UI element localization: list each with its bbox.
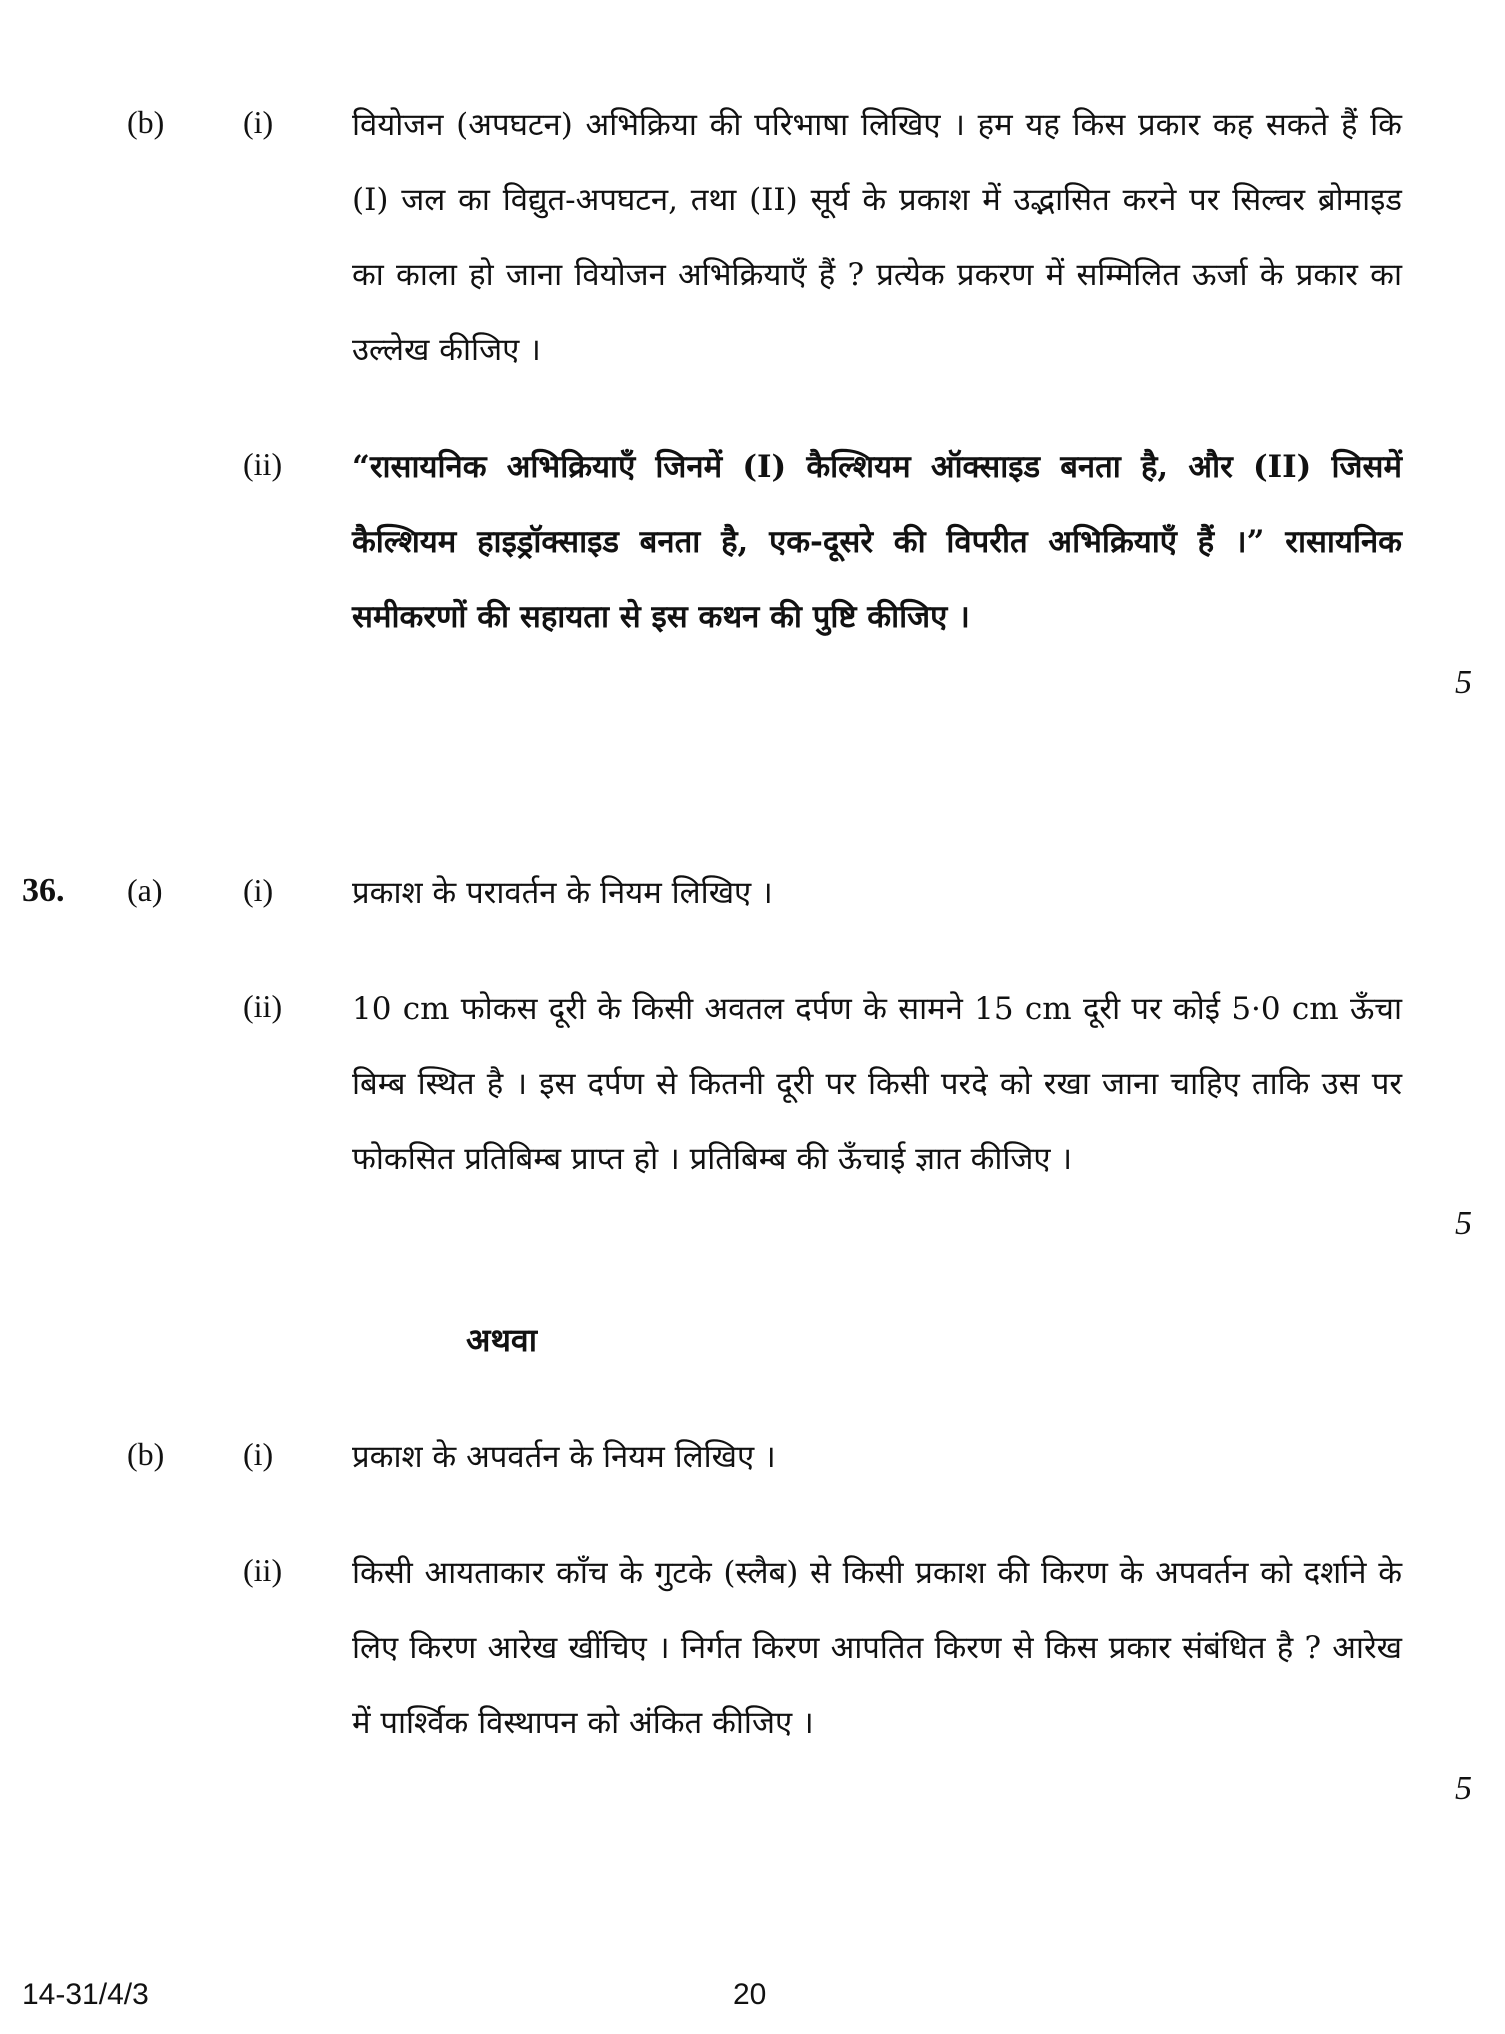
page-number: 20 — [733, 1978, 767, 2011]
marks: 5 — [1455, 1205, 1472, 1242]
question-text: वियोजन (अपघटन) अभिक्रिया की परिभाषा लिखिए । हम यह किस प्रकार कह सकते हैं कि (I) जल का विद्युत-अपघटन, तथा (II) सूर्य के प्रकाश में उद्भासित करने पर सिल्वर ब्रोमाइड का काला हो जाना वियोजन अभिक्रियाएँ हैं ? प्रत्येक प्रकरण में सम्मिलित ऊर्जा के प्रकार का उल्लेख कीजिए । — [352, 107, 1402, 368]
marks: 5 — [1455, 664, 1472, 701]
question-text: प्रकाश के परावर्तन के नियम लिखिए । — [352, 875, 773, 911]
sub-label-ii: (ii) — [243, 1552, 283, 1588]
paper-code: 14-31/4/3 — [22, 1978, 149, 2011]
sub-label-ii: (ii) — [243, 988, 283, 1024]
sub-label-ii: (ii) — [243, 446, 283, 482]
question-text: “रासायनिक अभिक्रियाएँ जिनमें (I) कैल्शियम ऑक्साइड बनता है, और (II) जिसमें कैल्शियम हाइड्रॉक्साइड बनता है, एक-दूसरे की विपरीत अभिक्रियाएँ हैं ।” रासायनिक समीकरणों की सहायता से इस कथन की पुष्टि कीजिए । — [352, 449, 1402, 635]
question-text: प्रकाश के अपवर्तन के नियम लिखिए । — [352, 1439, 776, 1475]
sub-label-i: (i) — [243, 104, 274, 140]
sub-label-i: (i) — [243, 1436, 274, 1472]
or-divider: अथवा — [466, 1321, 537, 1359]
part-label-a: (a) — [127, 872, 163, 908]
marks: 5 — [1455, 1770, 1472, 1807]
sub-label-i: (i) — [243, 872, 274, 908]
part-label-b: (b) — [127, 104, 165, 140]
question-text: 10 cm फोकस दूरी के किसी अवतल दर्पण के सामने 15 cm दूरी पर कोई 5·0 cm ऊँचा बिम्ब स्थित है । इस दर्पण से कितनी दूरी पर किसी परदे को रखा जाना चाहिए ताकि उस पर फोकसित प्रतिबिम्ब प्राप्त हो । प्रतिबिम्ब की ऊँचाई ज्ञात कीजिए । — [352, 991, 1402, 1177]
part-label-b: (b) — [127, 1436, 165, 1472]
question-text: किसी आयताकार काँच के गुटके (स्लैब) से किसी प्रकाश की किरण के अपवर्तन को दर्शाने के लिए किरण आरेख खींचिए । निर्गत किरण आपतित किरण से किस प्रकार संबंधित है ? आरेख में पार्श्विक विस्थापन को अंकित कीजिए । — [352, 1555, 1402, 1741]
question-number: 36. — [22, 872, 65, 909]
